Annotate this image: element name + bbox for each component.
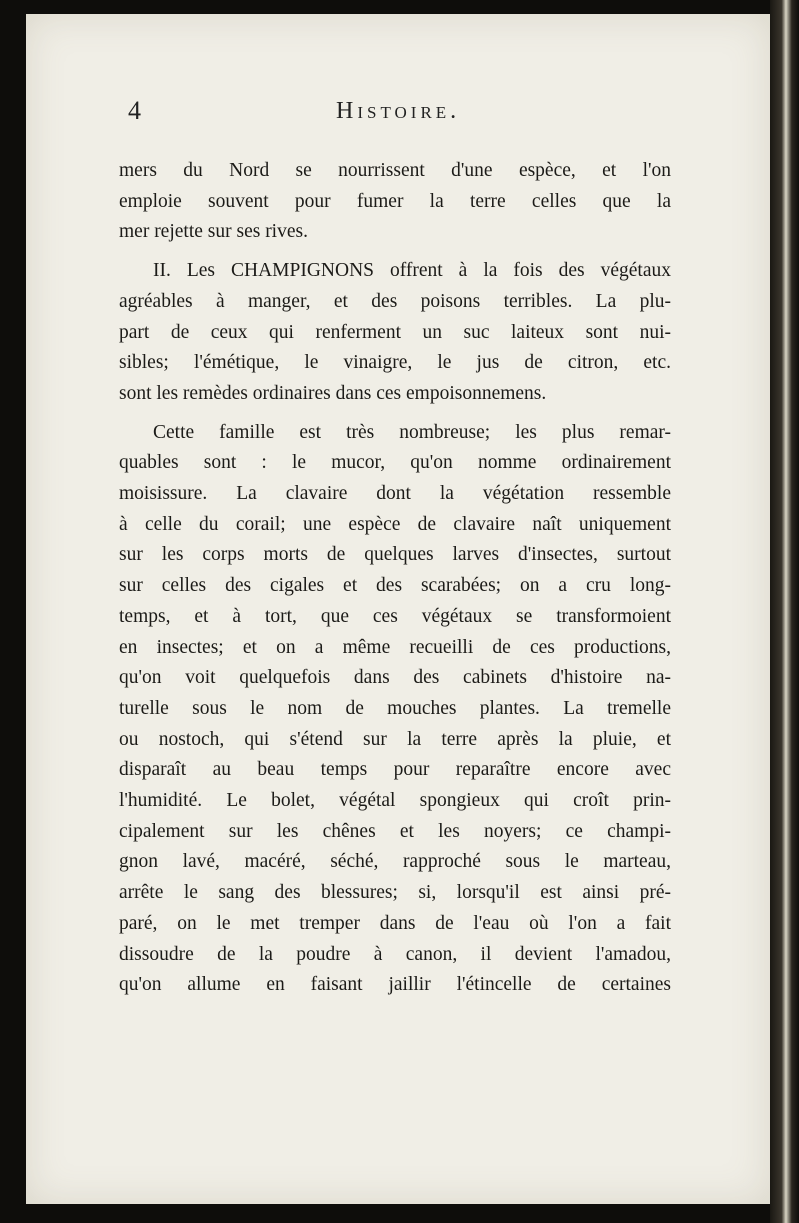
text-line: qu'on allume en faisant jaillir l'étincelle de certaines	[119, 974, 671, 996]
text-line: gnon lavé, macéré, séché, rapproché sous le marteau,	[119, 851, 671, 873]
paragraph-1	[119, 156, 671, 248]
paragraph-3	[119, 418, 671, 1001]
text-line: sur les corps morts de quelques larves d'insectes, surtout	[119, 544, 671, 566]
text-line: arrête le sang des blessures; si, lorsqu'il est ainsi pré-	[119, 882, 671, 904]
page-number: 4	[128, 96, 141, 125]
text-line: ou nostoch, qui s'étend sur la terre après la pluie, et	[119, 728, 671, 750]
text-line: sont les remèdes ordinaires dans ces empoisonnemens.	[119, 382, 547, 404]
text-line: mers du Nord se nourrissent d'une espèce, et l'on	[119, 160, 671, 181]
text-line: dissoudre de la poudre à canon, il devient l'amadou,	[119, 943, 671, 965]
text-line: quables sont : le mucor, qu'on nomme ordinairement	[119, 452, 671, 474]
text-line: en insectes; et on a même recueilli de ces productions,	[119, 636, 671, 658]
text-line: turelle sous le nom de mouches plantes. La tremelle	[119, 697, 671, 719]
text-line: moisissure. La clavaire dont la végétation ressemble	[119, 483, 671, 505]
text-line: emploie souvent pour fumer la terre celles que la	[119, 190, 671, 212]
text-line: paré, on le met tremper dans de l'eau où l'on a fait	[119, 912, 671, 934]
text-line: Cette famille est très nombreuse; les plus remar-	[153, 421, 671, 443]
text-line: disparaît au beau temps pour reparaître encore avec	[119, 759, 671, 781]
text-line: agréables à manger, et des poisons terribles. La plu-	[119, 290, 671, 312]
text-line: temps, et à tort, que ces végétaux se transformoient	[119, 605, 671, 627]
page-header	[26, 96, 770, 136]
book-page	[26, 14, 770, 1204]
book-spine-edge	[770, 0, 799, 1223]
body-text	[119, 156, 671, 1001]
paragraph-2	[119, 256, 671, 410]
text-line: l'humidité. Le bolet, végétal spongieux qui croît prin-	[119, 790, 671, 812]
text-line: qu'on voit quelquefois dans des cabinets d'histoire na-	[119, 667, 671, 689]
running-title: Histoire.	[336, 98, 461, 124]
text-line: à celle du corail; une espèce de clavaire naît uniquement	[119, 513, 671, 535]
text-line: sibles; l'émétique, le vinaigre, le jus de citron, etc.	[119, 352, 671, 374]
text-line: sur celles des cigales et des scarabées; on a cru long-	[119, 575, 671, 597]
text-line: part de ceux qui renferment un suc laiteux sont nui-	[119, 321, 671, 343]
text-line: cipalement sur les chênes et les noyers; ce champi-	[119, 820, 671, 842]
text-line: mer rejette sur ses rives.	[119, 221, 308, 243]
text-line: II. Les CHAMPIGNONS offrent à la fois des végétaux	[153, 260, 671, 282]
